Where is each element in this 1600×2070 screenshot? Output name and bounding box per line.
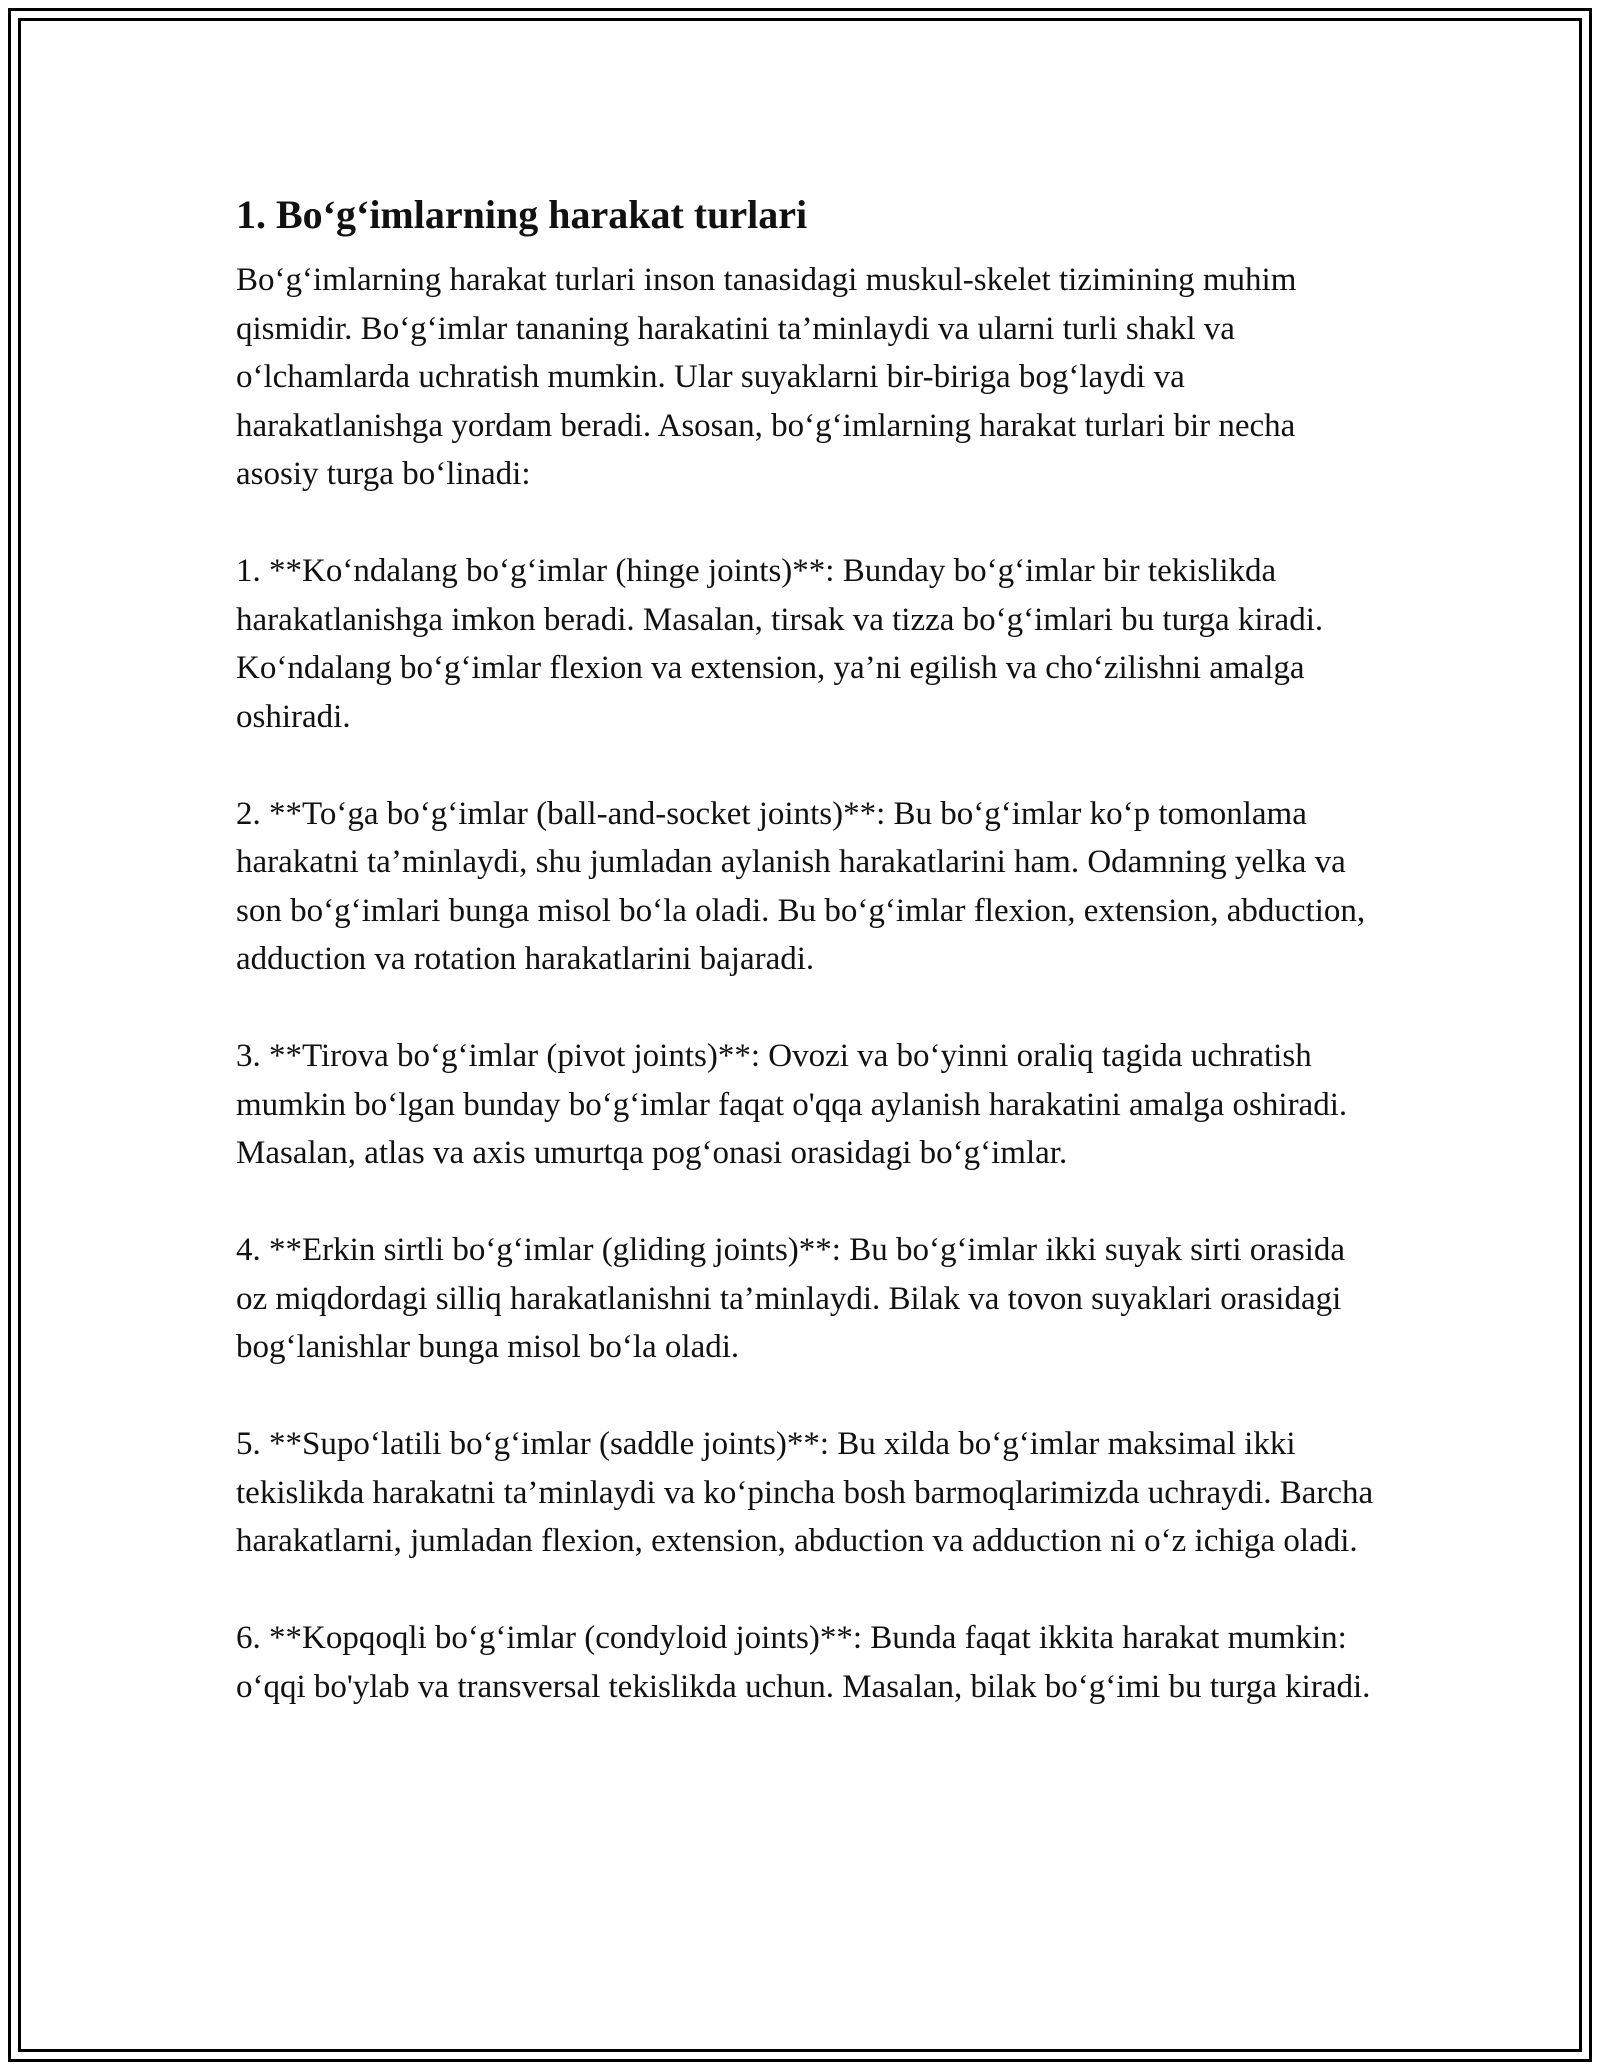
paragraph-pivot-joints: 3. **Tirova bo‘g‘imlar (pivot joints)**: Ovozi va bo‘yinni oraliq tagida uchratish mumkin bo‘lgan bunday bo‘g‘imlar faqat o'qqa aylanish harakatini amalga oshiradi. Masalan, atlas va axis umurtqa pog‘onasi orasidagi bo‘g‘imlar. — [236, 1038, 1348, 1171]
paragraph-gliding-joints: 4. **Erkin sirtli bo‘g‘imlar (gliding joints)**: Bu bo‘g‘imlar ikki suyak sirti orasida oz miqdordagi silliq harakatlanishni ta’minlaydi. Bilak va tovon suyaklari orasidagi bog‘lanishlar bunga misol bo‘la oladi. — [236, 1232, 1346, 1365]
paragraph-ball-socket-joints: 2. **To‘ga bo‘g‘imlar (ball-and-socket joints)**: Bu bo‘g‘imlar ko‘p tomonlama harakatni ta’minlaydi, shu jumladan aylanish harakatlarini ham. Odamning yelka va son bo‘g‘imlari bunga misol bo‘la oladi. Bu bo‘g‘imlar flexion, extension, abduction, adduction va rotation harakatlarini bajaradi. — [236, 795, 1366, 977]
section-heading: 1. Bo‘g‘imlarning harakat turlari — [236, 192, 808, 237]
intro-paragraph: Bo‘g‘imlarning harakat turlari inson tanasidagi muskul-skelet tizimining muhim qismidir. Bo‘g‘imlar tananing harakatini ta’minlaydi va ularni turli shakl va o‘lchamlarda uchratish mumkin. Ular suyaklarni bir-biriga bog‘laydi va harakatlanishga yordam beradi. Asosan, bo‘g‘imlarning harakat turlari bir necha asosiy turga bo‘linadi: — [236, 262, 1297, 492]
document-body — [236, 186, 1376, 1760]
paragraph-hinge-joints: 1. **Ko‘ndalang bo‘g‘imlar (hinge joints)**: Bunday bo‘g‘imlar bir tekislikda harakatlanishga imkon beradi. Masalan, tirsak va tizza bo‘g‘imlari bu turga kiradi. Ko‘ndalang bo‘g‘imlar flexion va extension, ya’ni egilish va cho‘zilishni amalga oshiradi. — [236, 553, 1324, 735]
paragraph-saddle-joints: 5. **Supo‘latili bo‘g‘imlar (saddle joints)**: Bu xilda bo‘g‘imlar maksimal ikki tekislikda harakatni ta’minlaydi va ko‘pincha bosh barmoqlarimizda uchraydi. Barcha harakatlarni, jumladan flexion, extension, abduction va adduction ni o‘z ichiga oladi. — [236, 1426, 1374, 1559]
paragraph-condyloid-joints: 6. **Kopqoqli bo‘g‘imlar (condyloid joints)**: Bunda faqat ikkita harakat mumkin: o‘qqi bo'ylab va transversal tekislikda uchun. Masalan, bilak bo‘g‘imi bu turga kiradi. — [236, 1620, 1371, 1705]
